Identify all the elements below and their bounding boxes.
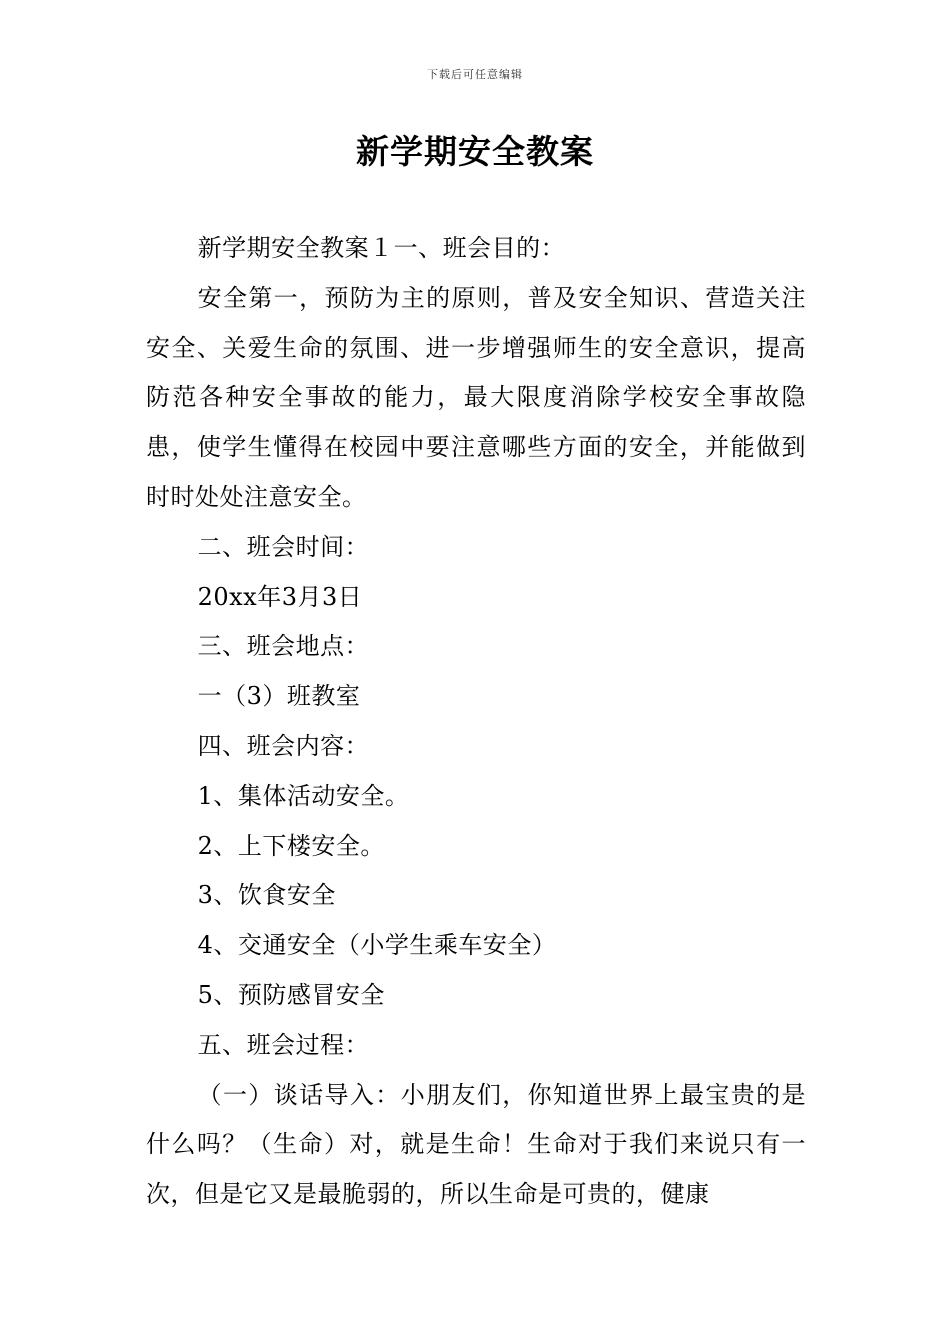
- paragraph-process-intro: （一）谈话导入：小朋友们，你知道世界上最宝贵的是什么吗？（生命）对，就是生命！生命对于我们来说只有一次，但是它又是最脆弱的，所以生命是可贵的，健康: [146, 1080, 806, 1209]
- paragraph-time-heading: 二、班会时间：: [197, 532, 370, 561]
- paragraph-time-value: 20xx年3月3日: [197, 582, 363, 611]
- paragraph-objective-heading: 新学期安全教案１一、班会目的：: [197, 234, 566, 262]
- paragraph-location-heading: 三、班会地点：: [197, 632, 370, 661]
- paragraph-content-item-3: 3、饮食安全: [197, 881, 336, 910]
- document-title: 新学期安全教案: [356, 132, 594, 171]
- document-body: [146, 224, 806, 1220]
- paragraph-process-heading: 五、班会过程：: [197, 1030, 370, 1059]
- paragraph-objective-text: 安全第一，预防为主的原则，普及安全知识、营造关注安全、关爱生命的氛围、进一步增强师生的安全意识，提高防范各种安全事故的能力，最大限度消除学校安全事故隐患，使学生懂得在校园中要注意哪些方面的安全，并能做到时时处处注意安全。: [146, 283, 806, 511]
- paragraph-location-value: 一（3）班教室: [197, 682, 361, 711]
- paragraph-content-item-4: 4、交通安全（小学生乘车安全）: [197, 931, 557, 960]
- header-note: 下载后可任意编辑: [427, 68, 523, 81]
- paragraph-content-item-2: 2、上下楼安全。: [197, 831, 385, 860]
- paragraph-content-item-1: 1、集体活动安全。: [197, 781, 410, 810]
- paragraph-content-heading: 四、班会内容：: [197, 731, 370, 760]
- paragraph-content-item-5: 5、预防感冒安全: [197, 980, 385, 1009]
